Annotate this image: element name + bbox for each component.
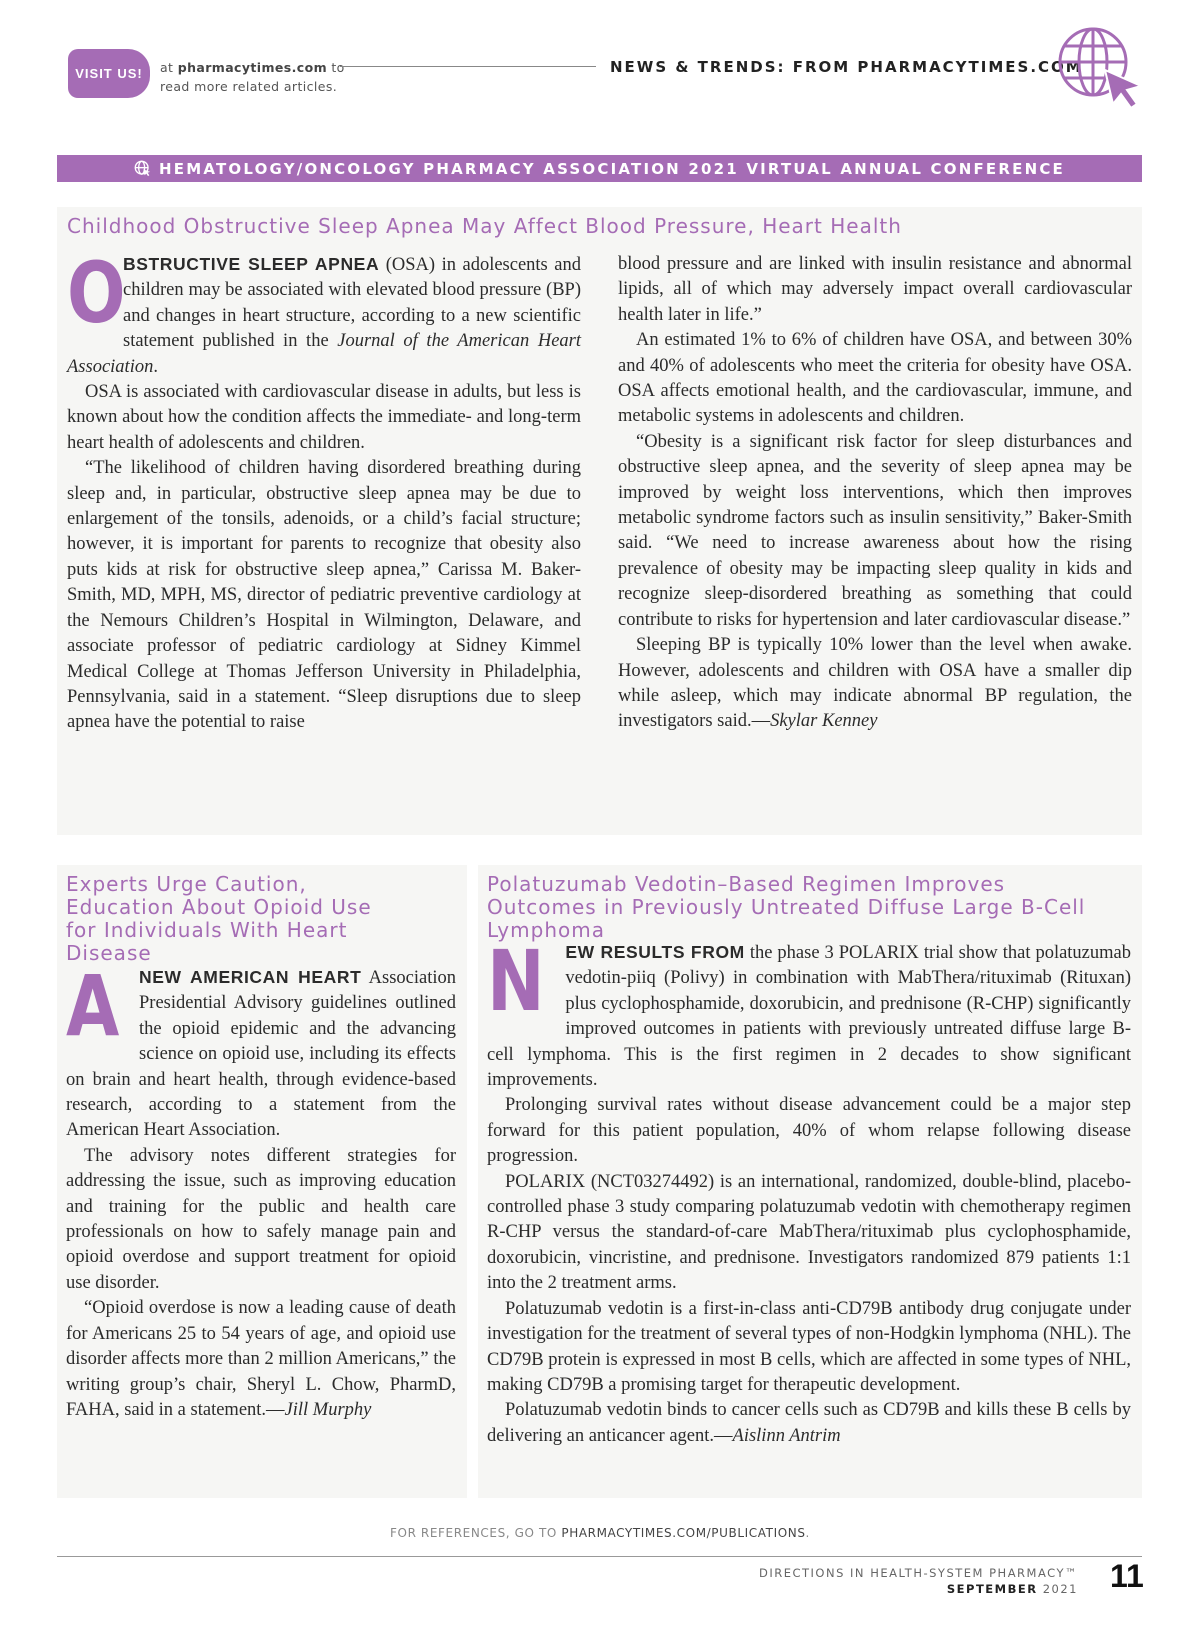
footer-rule [57,1556,1142,1557]
article-column [66,957,456,1423]
issue-date [759,1581,1078,1597]
byline: Jill Murphy [284,1399,372,1420]
paragraph-text: Association Presidential Advisory guidelines outlined the opioid epidemic and the advancing science on opioid use, including its effects on brain and heart health, through evidence-based research, according to a statement from the American Heart Association. [66,968,456,1141]
drop-cap: N [487,932,545,1030]
byline: Aislinn Antrim [732,1425,841,1446]
header-rule [340,66,596,67]
publication-info [759,1565,1078,1597]
paragraph: blood pressure and are linked with insulin resistance and abnormal lipids, all of which may adversely impact overall cardiovascular health later in life.” [618,254,1132,325]
article-headline: Experts Urge Caution, Education About Opioid Use for Individuals With Heart Disease [66,872,372,965]
paragraph-text: “Opioid overdose is now a leading cause of death for Americans 25 to 54 years of age, and opioid use disorder affects more than 2 million Americans,” the writing group’s chair, Sheryl L. Chow, PharmD, FAHA, said in a statement.— [66,1298,456,1420]
lead-in: EW RESULTS FROM [565,942,745,962]
publication-name: DIRECTIONS IN HEALTH-SYSTEM PHARMACY™ [758,1566,1078,1580]
article-polatuzumab [478,865,1142,1498]
article-column [487,932,1131,1449]
paragraph: The advisory notes different strategies for addressing the issue, such as improving education and training for the public and health care professionals on how to safely manage pain and opioid overdose and support treatment for opioid use disorder. [66,1145,456,1293]
visit-text-line2: read more related articles. [160,79,338,94]
visit-site-link[interactable]: pharmacytimes.com [177,60,327,75]
article-headline: Polatuzumab Vedotin–Based Regimen Improves Outcomes in Previously Untreated Diffuse Large B-Cell Lymphoma [487,872,1086,942]
paragraph: POLARIX (NCT03274492) is an international, randomized, double-blind, placebo-controlled phase 3 study comparing polatuzumab vedotin with chemotherapy regimen R-CHP versus the standard-of-care MabThera/rituximab plus cyclophosphamide, doxorubicin, vincristine, and prednisone. Investigators randomized 879 patients 1:1 into the 2 treatment arms. [487,1171,1131,1294]
byline: Skylar Kenney [770,711,878,732]
article-column-right [618,252,1132,735]
globe-icon [134,160,151,177]
article-column-left [67,244,581,736]
visit-us-badge[interactable]: VISIT US! [68,49,150,98]
paragraph: An estimated 1% to 6% of children have OSA, and between 30% and 40% of adolescents who meet the criteria for obesity have OSA. OSA affects emotional health, and the cardiovascular, immune, and metabolic systems in adolescents and children. [618,330,1132,427]
globe-cursor-icon [1055,24,1145,110]
paragraph-text: . [153,356,158,377]
article-sleep-apnea [57,207,1142,835]
paragraph-text: (OSA) in adolescents and children may be associated with elevated blood pressure (BP) and changes in heart structure, according to a new scientific statement published in the [123,255,581,352]
paragraph: “The likelihood of children having disordered breathing during sleep and, in particular, obstructive sleep apnea may be due to enlargement of the tonsils, adenoids, or a child’s facial structure; however, it is important for parents to recognize that obesity also puts kids at risk for obstructive sleep apnea,” Carissa M. Baker-Smith, MD, MPH, MS, director of pediatric preventive cardiology at the Nemours Children’s Hospital in Wilmington, Delaware, and associate professor of pediatric cardiology at Sidney Kimmel Medical College at Thomas Jefferson University in Philadelphia, Pennsylvania, said in a statement. “Sleep disruptions due to sleep apnea have the potential to raise [67,458,581,733]
visit-text [160,58,345,96]
lead-in: BSTRUCTIVE SLEEP APNEA [123,254,380,274]
issue-month: SEPTEMBER [946,1582,1038,1596]
paragraph: OSA is associated with cardiovascular disease in adults, but less is known about how the condition affects the immediate- and long-term heart health of adolescents and children. [67,382,581,453]
paragraph: “Obesity is a significant risk factor for sleep disturbances and obstructive sleep apnea, and the severity of sleep apnea may be improved by weight loss interventions, which then improves metabolic syndrome factors such as insulin sensitivity,” Baker-Smith said. “We need to increase awareness about how the rising prevalence of obesity may be impacting sleep quality in kids and recognize sleep-disordered breathing as something that could contribute to risks for hypertension and later cardiovascular disease.” [618,431,1132,630]
drop-cap: O [67,244,126,342]
paragraph: Polatuzumab vedotin is a first-in-class anti-CD79B antibody drug conjugate under investigation for the treatment of several types of non-Hodgkin lymphoma (NHL). The CD79B protein is expressed in most B cells, which are affected in some types of NHL, making CD79B a promising target for therapeutic development. [487,1298,1131,1395]
paragraph-text: Sleeping BP is typically 10% lower than the level when awake. However, adolescents and children with OSA have a smaller dip while asleep, which may indicate abnormal BP regulation, the investigators said.— [618,635,1132,732]
drop-cap: A [66,957,120,1055]
conference-banner [57,155,1142,182]
journal-name: Journal of the American Heart Association [67,331,581,377]
lead-in: NEW AMERICAN HEART [139,967,362,987]
banner-text: HEMATOLOGY/ONCOLOGY PHARMACY ASSOCIATION 2021 VIRTUAL ANNUAL CONFERENCE [159,159,1065,178]
references-note [0,1526,1200,1540]
refs-prefix: FOR REFERENCES, GO TO [390,1526,562,1540]
refs-suffix: . [805,1526,810,1540]
visit-text-prefix: at [160,60,178,75]
issue-year: 2021 [1037,1582,1078,1596]
refs-link[interactable]: PHARMACYTIMES.COM/PUBLICATIONS [561,1526,806,1540]
page-number: 11 [1110,1558,1144,1594]
paragraph-text: Polatuzumab vedotin binds to cancer cells such as CD79B and kills these B cells by delivering an anticancer agent.— [487,1400,1131,1446]
paragraph: Prolonging survival rates without disease advancement could be a major step forward for this patient population, 40% of whom relapse following disease progression. [487,1095,1131,1167]
article-headline: Childhood Obstructive Sleep Apnea May Affect Blood Pressure, Heart Health [67,214,902,238]
paragraph-text: the phase 3 POLARIX trial show that polatuzumab vedotin-piiq (Polivy) in combination with MabThera/rituximab (Rituxan) plus cyclophosphamide, doxorubicin, and prednisone (R-CHP) significantly improved outcomes in patients with previously untreated diffuse large B-cell lymphoma. This is the first regimen in 2 decades to show significant improvements. [487,943,1131,1091]
visit-text-suffix: to [327,60,345,75]
section-title: NEWS & TRENDS: FROM PHARMACYTIMES.COM [610,58,1083,76]
article-opioid-use [57,865,467,1498]
